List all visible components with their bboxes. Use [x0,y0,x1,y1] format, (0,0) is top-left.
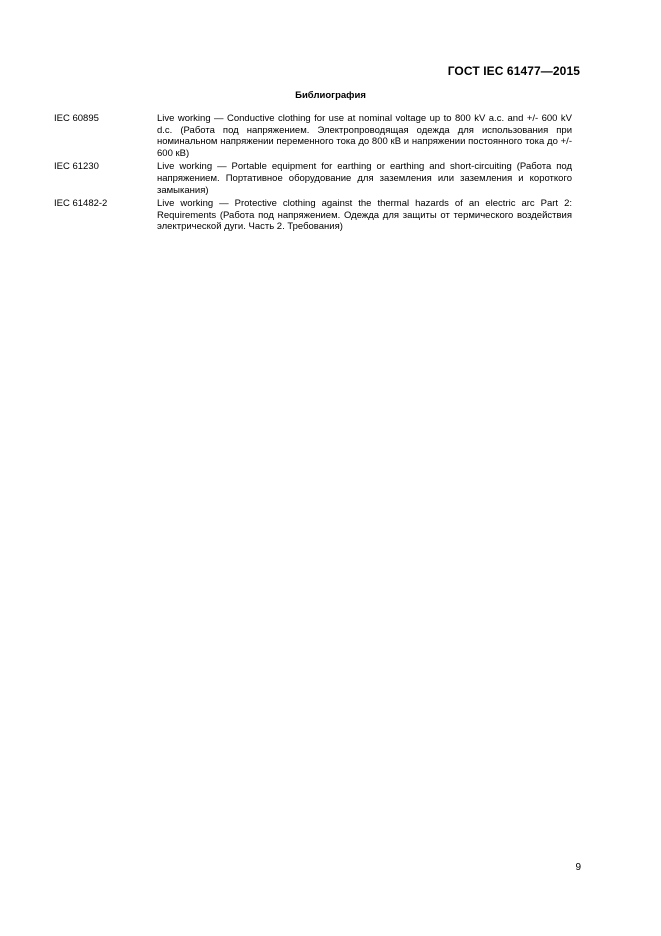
reference-text: Live working — Protective clothing against the thermal hazards of an electric arc Part 2: Requirements (Работа под напряжением. Одежда для защиты от термического воздействия электрической дуги. Часть 2. Требования) [157,198,572,233]
reference-text: Live working — Conductive clothing for use at nominal voltage up to 800 kV a.c. and +/- 600 kV d.c. (Работа под напряжением. Электропроводящая одежда для использования при номинальном напряжении переменного тока до 800 кВ и напряжении постоянного тока до +/- 600 кВ) [157,113,572,159]
bibliography-entry [54,113,572,159]
reference-code: IEC 60895 [54,113,99,124]
bibliography-list [54,113,572,235]
page-number: 9 [575,862,581,873]
document-code-header: ГОСТ IEC 61477—2015 [447,64,580,78]
bibliography-entry [54,198,572,233]
reference-code: IEC 61482-2 [54,198,108,210]
reference-text: Live working — Portable equipment for earthing or earthing and short-circuiting (Работа под напряжением. Портативное оборудование для заземления или заземления и короткого замыкания) [157,161,572,196]
reference-code: IEC 61230 [54,161,99,173]
section-title: Библиография [295,90,366,101]
bibliography-entry [54,161,572,196]
